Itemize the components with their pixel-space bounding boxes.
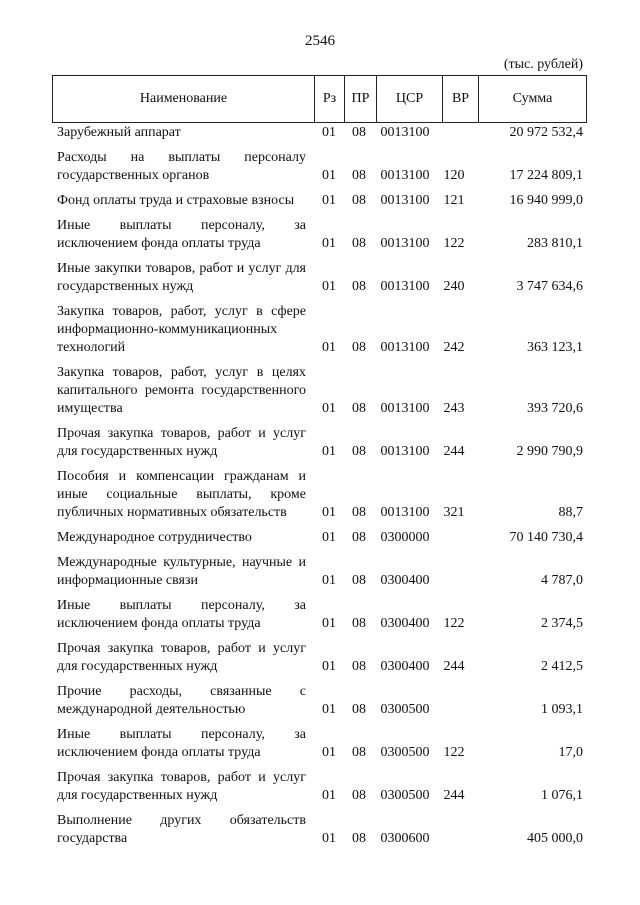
row-vr: 121 — [443, 193, 465, 208]
row-rz: 01 — [322, 745, 336, 760]
row-rz: 01 — [322, 125, 336, 140]
row-pr: 08 — [352, 702, 366, 717]
row-csr: 0300400 — [380, 573, 430, 588]
row-rz: 01 — [322, 444, 336, 459]
row-name: Прочая закупка товаров, работ и услуг для государственных нужд — [57, 641, 306, 674]
row-pr: 08 — [352, 831, 366, 846]
row-csr: 0300400 — [380, 616, 430, 631]
row-rz: 01 — [322, 401, 336, 416]
row-sum: 1 076,1 — [541, 788, 583, 803]
row-sum: 405 000,0 — [527, 831, 583, 846]
row-rz: 01 — [322, 193, 336, 208]
row-sum: 2 990 790,9 — [516, 444, 583, 459]
row-pr: 08 — [352, 168, 366, 183]
table-row — [57, 554, 583, 590]
row-name: Пособия и компенсации гражданам и иные социальные выплаты, кроме публичных нормативных обязательств — [57, 469, 306, 520]
row-rz: 01 — [322, 573, 336, 588]
header-vr: ВР — [443, 76, 479, 122]
table-row — [57, 468, 583, 522]
row-pr: 08 — [352, 401, 366, 416]
row-name: Фонд оплаты труда и страховые взносы — [57, 193, 295, 208]
row-csr: 0013100 — [380, 279, 430, 294]
row-csr: 0300500 — [380, 702, 430, 717]
row-pr: 08 — [352, 788, 366, 803]
table-body — [57, 124, 583, 855]
row-csr: 0300400 — [380, 659, 430, 674]
row-csr: 0013100 — [380, 168, 430, 183]
row-csr: 0013100 — [380, 505, 430, 520]
row-sum: 283 810,1 — [527, 236, 583, 251]
table-row — [57, 683, 583, 719]
table-row — [57, 260, 583, 296]
row-sum: 4 787,0 — [541, 573, 583, 588]
row-rz: 01 — [322, 831, 336, 846]
row-sum: 20 972 532,4 — [509, 125, 583, 140]
row-pr: 08 — [352, 193, 366, 208]
row-pr: 08 — [352, 505, 366, 520]
row-vr: 122 — [443, 616, 465, 631]
page-number: 2546 — [305, 33, 335, 49]
header-name: Наименование — [53, 76, 315, 122]
table-row — [57, 303, 583, 357]
row-vr: 243 — [443, 401, 465, 416]
row-sum: 17 224 809,1 — [509, 168, 583, 183]
row-name: Закупка товаров, работ, услуг в сфере информационно-коммуникационных технологий — [57, 304, 306, 355]
row-name: Иные выплаты персоналу, за исключением фонда оплаты труда — [57, 727, 306, 760]
row-rz: 01 — [322, 616, 336, 631]
header-sum: Сумма — [512, 91, 553, 106]
row-pr: 08 — [352, 340, 366, 355]
row-pr: 08 — [352, 444, 366, 459]
row-pr: 08 — [352, 573, 366, 588]
table-row — [57, 769, 583, 805]
row-vr: 120 — [443, 168, 465, 183]
row-vr: 321 — [443, 505, 465, 520]
row-csr: 0300500 — [380, 745, 430, 760]
row-vr: 122 — [443, 236, 465, 251]
row-rz: 01 — [322, 702, 336, 717]
row-pr: 08 — [352, 125, 366, 140]
table-row — [57, 149, 583, 185]
row-name: Прочие расходы, связанные с международной деятельностью — [57, 684, 306, 717]
row-name: Иные выплаты персоналу, за исключением фонда оплаты труда — [57, 598, 306, 631]
row-sum: 393 720,6 — [527, 401, 583, 416]
table-row — [57, 425, 583, 461]
table-row — [57, 812, 583, 848]
row-rz: 01 — [322, 505, 336, 520]
row-csr: 0013100 — [380, 401, 430, 416]
header-csr: ЦСР — [377, 76, 443, 122]
row-sum: 17,0 — [558, 745, 583, 760]
row-rz: 01 — [322, 340, 336, 355]
row-csr: 0300500 — [380, 788, 430, 803]
table-row — [57, 597, 583, 633]
row-rz: 01 — [322, 530, 336, 545]
row-csr: 0013100 — [380, 193, 430, 208]
row-pr: 08 — [352, 745, 366, 760]
row-csr: 0013100 — [380, 125, 430, 140]
table-row — [57, 640, 583, 676]
row-rz: 01 — [322, 236, 336, 251]
row-vr: 244 — [443, 788, 465, 803]
table-row — [57, 726, 583, 762]
table-row — [57, 364, 583, 418]
row-sum: 2 412,5 — [541, 659, 583, 674]
row-pr: 08 — [352, 659, 366, 674]
row-vr: 244 — [443, 444, 465, 459]
row-name: Прочая закупка товаров, работ и услуг для государственных нужд — [57, 426, 306, 459]
row-sum: 363 123,1 — [527, 340, 583, 355]
row-vr: 244 — [443, 659, 465, 674]
row-csr: 0300600 — [380, 831, 430, 846]
table-row — [57, 192, 583, 210]
table-row — [57, 529, 583, 547]
row-sum: 16 940 999,0 — [509, 193, 583, 208]
row-name: Иные выплаты персоналу, за исключением фонда оплаты труда — [57, 218, 306, 251]
row-pr: 08 — [352, 279, 366, 294]
row-pr: 08 — [352, 236, 366, 251]
row-name: Международные культурные, научные и информационные связи — [57, 555, 306, 588]
row-name: Расходы на выплаты персоналу государственных органов — [57, 150, 306, 183]
header-pr: ПР — [345, 76, 377, 122]
row-sum: 3 747 634,6 — [516, 279, 583, 294]
header-rz: Рз — [315, 76, 345, 122]
row-rz: 01 — [322, 279, 336, 294]
row-name: Зарубежный аппарат — [57, 125, 181, 140]
row-sum: 88,7 — [558, 505, 583, 520]
row-sum: 70 140 730,4 — [509, 530, 583, 545]
units-label: (тыс. рублей) — [503, 57, 583, 72]
row-pr: 08 — [352, 530, 366, 545]
row-csr: 0013100 — [380, 340, 430, 355]
row-vr: 122 — [443, 745, 465, 760]
row-rz: 01 — [322, 168, 336, 183]
row-name: Закупка товаров, работ, услуг в целях капитального ремонта государственного имущества — [57, 365, 306, 416]
table-row — [57, 124, 583, 142]
row-name: Выполнение других обязательств государства — [57, 813, 306, 846]
table-header — [52, 75, 587, 123]
row-name: Прочая закупка товаров, работ и услуг для государственных нужд — [57, 770, 306, 803]
row-name: Иные закупки товаров, работ и услуг для государственных нужд — [57, 261, 306, 294]
row-vr: 242 — [443, 340, 465, 355]
row-vr: 240 — [443, 279, 465, 294]
row-rz: 01 — [322, 788, 336, 803]
row-rz: 01 — [322, 659, 336, 674]
row-sum: 2 374,5 — [541, 616, 583, 631]
row-csr: 0013100 — [380, 236, 430, 251]
row-pr: 08 — [352, 616, 366, 631]
table-row — [57, 217, 583, 253]
row-csr: 0013100 — [380, 444, 430, 459]
row-csr: 0300000 — [380, 530, 430, 545]
row-sum: 1 093,1 — [541, 702, 583, 717]
row-name: Международное сотрудничество — [57, 530, 252, 545]
